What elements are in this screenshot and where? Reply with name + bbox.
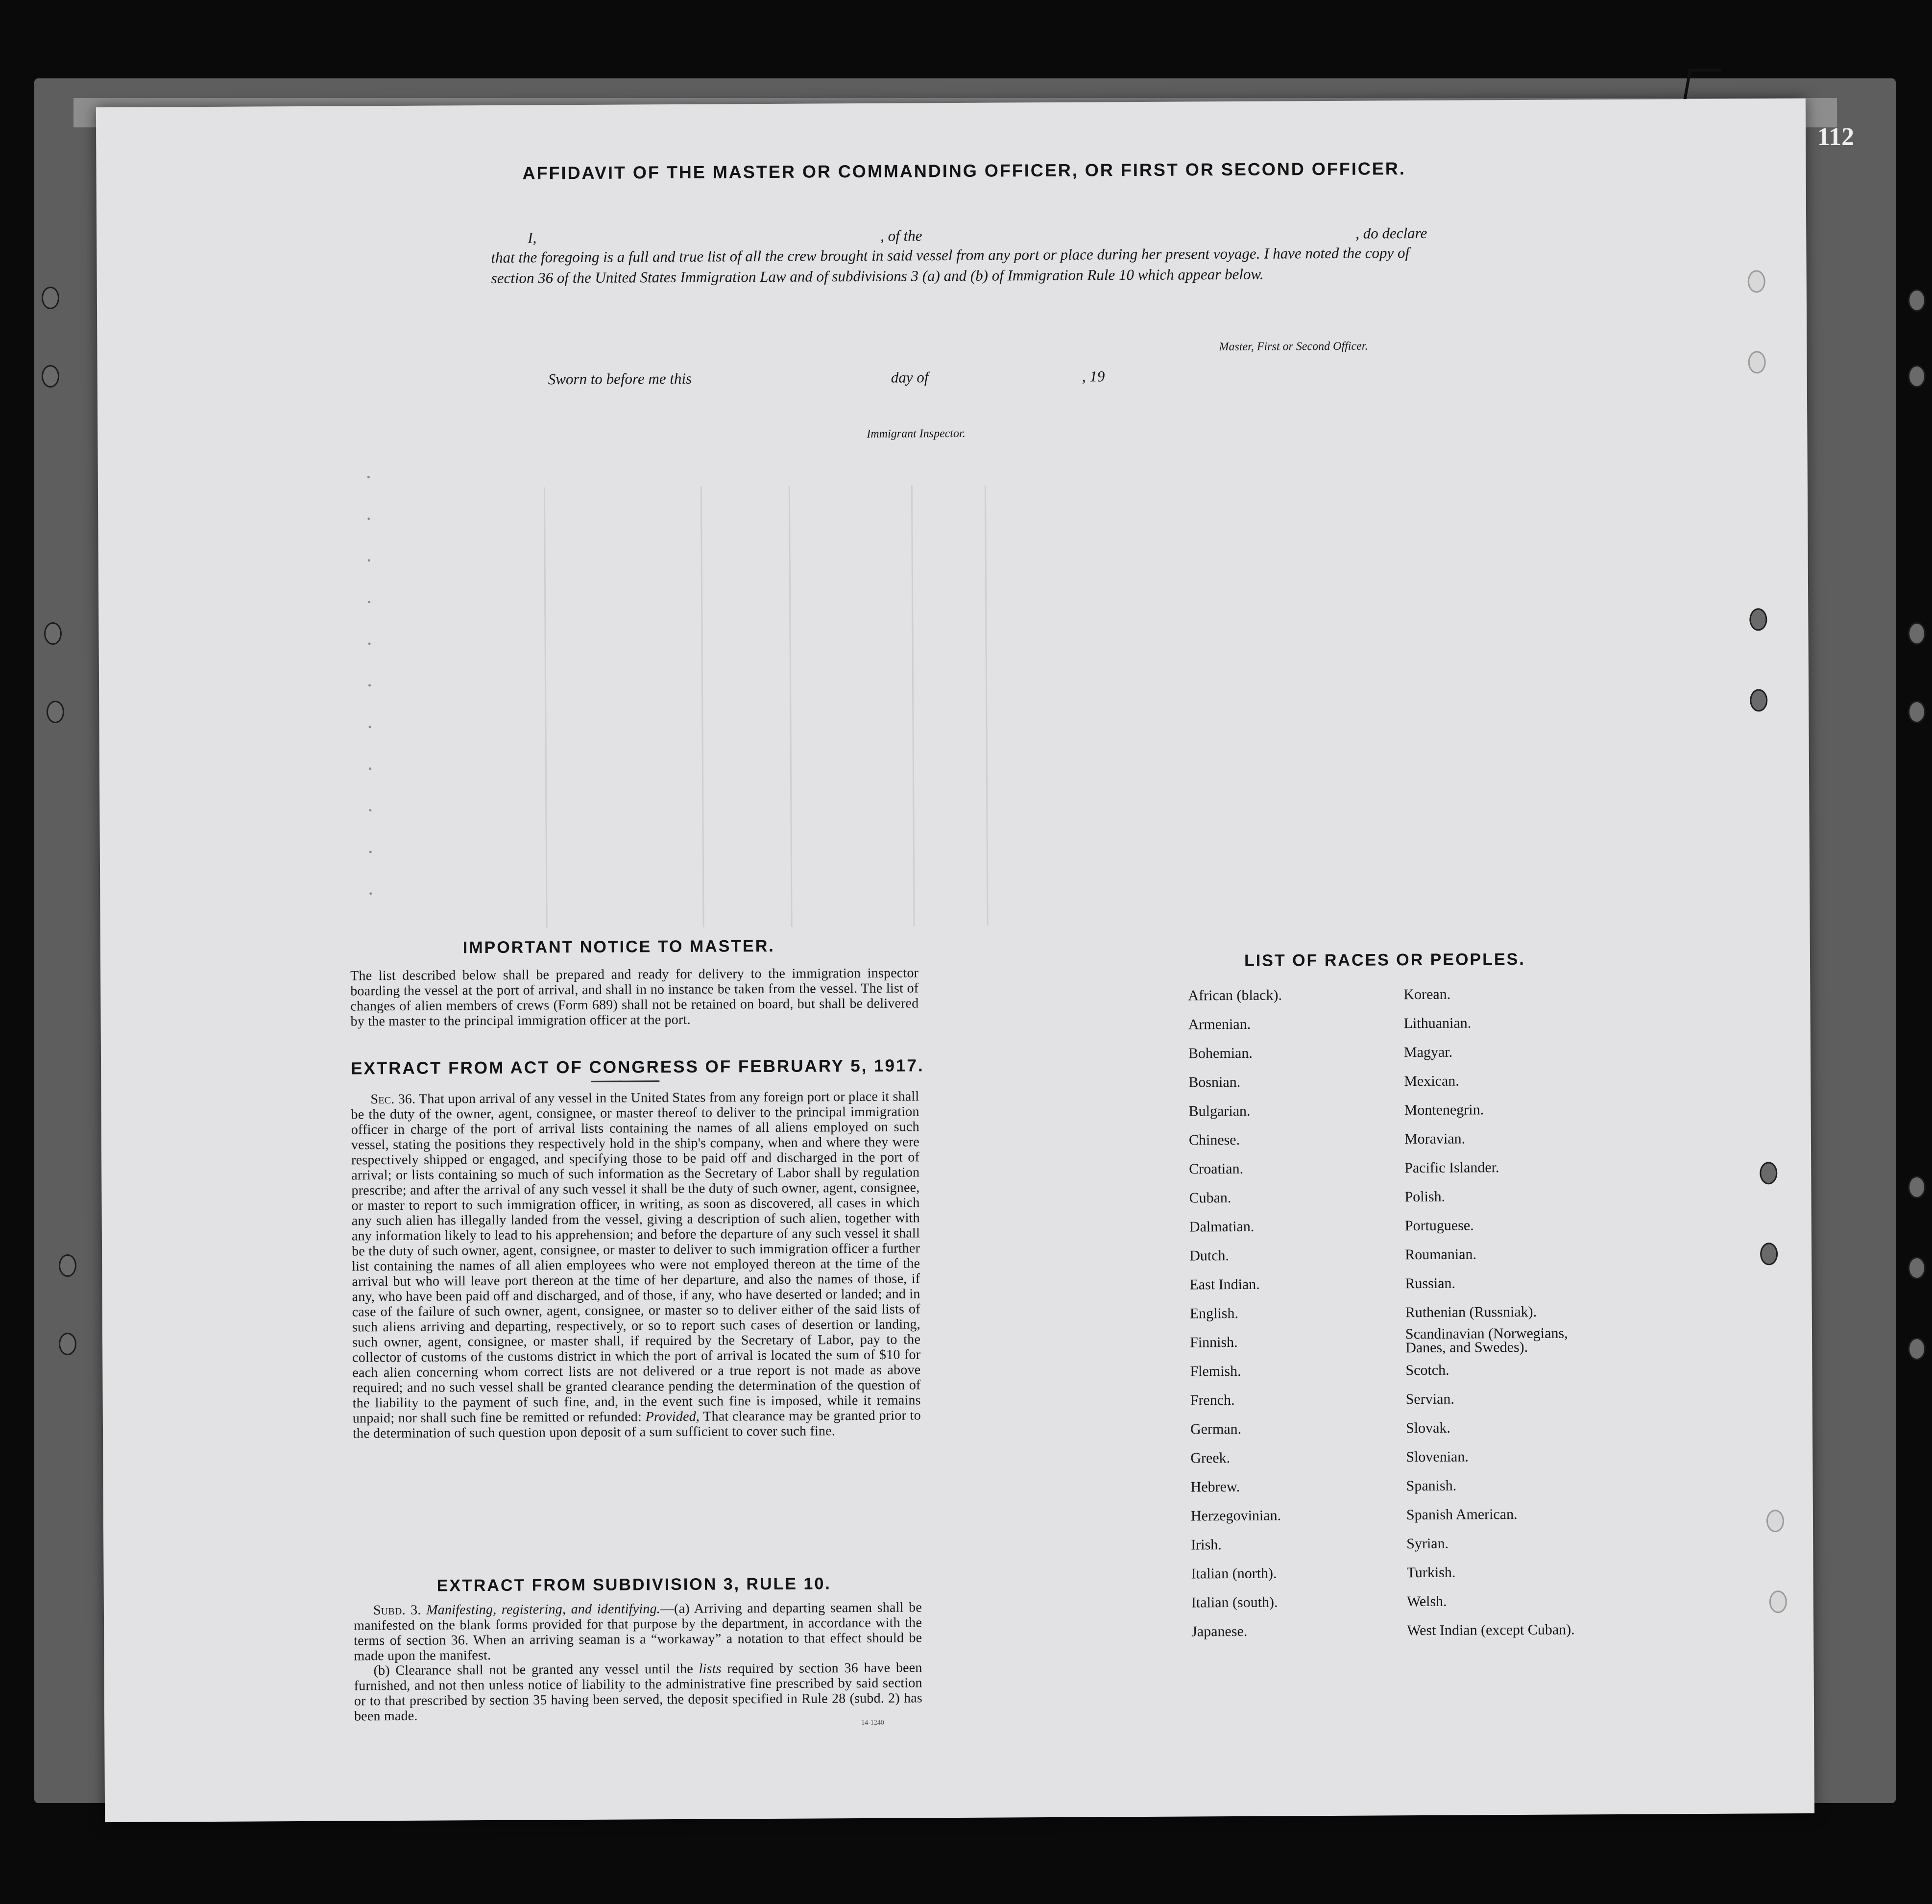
race-item: West Indian (except Cuban). [1407,1621,1575,1639]
race-item: Finnish. [1190,1334,1238,1351]
binder-hole [1908,701,1926,723]
subdivision-a-text [354,1600,922,1663]
margin-dot [367,517,370,520]
punch-hole [1750,689,1767,711]
race-item: Spanish. [1406,1477,1457,1494]
race-item: Magyar. [1403,1044,1453,1061]
binder-hole [44,622,62,645]
page-number: 112 [1817,123,1855,151]
race-item: African (black). [1188,987,1282,1004]
race-item: Spanish American. [1406,1506,1518,1523]
extract-rule-title: EXTRACT FROM SUBDIVISION 3, RULE 10. [436,1574,831,1595]
punch-hole [1748,351,1766,373]
margin-dot [368,684,371,686]
binder-hole [1908,1176,1926,1198]
race-item: Bohemian. [1188,1045,1253,1062]
section-36-text [351,1089,921,1441]
punch-hole [1766,1510,1784,1532]
race-item: Italian (south). [1191,1594,1278,1611]
race-item: Welsh. [1406,1593,1447,1610]
subd-heading: Manifesting, registering, and identifying. [426,1601,661,1618]
declaration-body: that the foregoing is a full and true list of all the crew brought in said vessel from any port or place during her present voyage. I have noted the copy of section 36 of the United States Immigration Law and of subdivisions 3 (a) and (b) of Immigration Rule 10 which appear below. [491,244,1410,287]
notice-text: The list described below shall be prepared and ready for delivery to the immigration inspector boarding the vessel at the port of arrival, and shall in no instance be taken from the vessel. The list of changes of alien members of crews (Form 689) shall not be retained on board, but shall be delivered by the master to the principal immigration officer at the port. [350,965,919,1029]
race-item: Ruthenian (Russniak). [1405,1303,1537,1321]
race-item: Turkish. [1406,1564,1456,1581]
race-item: Polish. [1404,1188,1446,1205]
sec-body: That upon arrival of any vessel in the United States from any foreign port or place it shall be the duty of the owner, agent, consignee, or master thereof to deliver to the principal immigration officer in charge of the port of arrival lists containing the names of all aliens employed on such vessel, stating the positions they respectively hold in the ship's company, when and where they were respectively shipped or engaged, and specifying those to be paid off and discharged in the port of arrival; or lists containing so much of such information as the Secretary of Labor shall by regulation prescribe; and after the arrival of any such vessel it shall be the duty of such owner, agent, consignee, or master to report to such immigration officer, in writing, as soon as discovered, all cases in which any such alien has illegally landed from the vessel, giving a description of such alien, together with any information likely to lead to his apprehension; and before the departure of any such vessel it shall be the duty of such owner, agent, consignee, or master to deliver to such immigration officer a further list containing the names of all alien employees who were not employed thereon at the time of the arrival but who will leave port thereon at the time of her departure, and also the names of those, if any, who have been paid off and discharged, and of those, if any, who have deserted or landed; and in case of the failure of such owner, agent, consignee, or master so to deliver either of the said lists of such aliens arriving and departing, respectively, or so to report such cases of desertion or landing, such owner, agent, consignee, or master shall, if required by the Secretary of Labor, pay to the collector of customs of the customs district in which the port of arrival is located the sum of $10 for each alien concerning whom correct lists are not delivered or a true report is not made as above required; and no such vessel shall be granted clearance pending the determination of the question of the liability to the payment of such fine, and, in the event such fine is imposed, while it remains unpaid; nor shall such fine be remitted or refunded: [351,1089,921,1426]
binder-hole [42,287,59,309]
race-item: Portuguese. [1404,1217,1474,1234]
race-item: Montenegrin. [1404,1101,1484,1119]
faint-column-rule [985,485,989,926]
notice-title: IMPORTANT NOTICE TO MASTER. [462,936,775,957]
sec-body-end: That clearance may be granted prior to the determination of such question upon deposit of a sum sufficient to cover such fine. [352,1408,921,1441]
faint-column-rule [700,487,704,928]
punch-hole [1749,608,1767,631]
race-item: Flemish. [1190,1363,1241,1380]
binder-hole [1908,289,1926,312]
race-item: Croatian. [1189,1160,1244,1177]
races-title: LIST OF RACES OR PEOPLES. [1244,950,1525,970]
race-item: Irish. [1191,1537,1222,1553]
race-item: Russian. [1405,1275,1456,1292]
decl-i: I, [528,229,537,246]
margin-dot [369,892,372,895]
race-item: Herzegovinian. [1190,1507,1281,1524]
race-item: Scotch. [1405,1362,1449,1379]
race-item: Mexican. [1404,1073,1459,1090]
race-item: Armenian. [1188,1016,1251,1033]
subd-a-body: —(a) Arriving and departing seamen shall be manifested on the blank forms provided for that purpose by the department, in accordance with the terms of section 36. When an arriving seaman is a “workaway” a notation to that effect should be made upon the manifest. [354,1600,922,1664]
sec-label: Sec. 36. [370,1091,416,1107]
binder-hole [42,365,59,388]
subd-label: Subd. 3. [373,1602,421,1618]
form-number: 14-1240 [861,1719,884,1727]
margin-dot [367,476,370,478]
race-item: Servian. [1405,1391,1454,1408]
race-item: East Indian. [1189,1276,1260,1293]
race-item: Greek. [1190,1450,1231,1466]
decl-of-the: , of the [880,227,922,244]
race-item: Dutch. [1189,1247,1230,1264]
race-item: Slovak. [1405,1419,1450,1437]
extract-title-underline [591,1080,659,1082]
race-item: Moravian. [1404,1130,1466,1147]
affidavit-title: AFFIDAVIT OF THE MASTER OR COMMANDING OFFICER, OR FIRST OR SECOND OFFICER. [522,158,1406,183]
race-item: Korean. [1403,986,1451,1003]
punch-hole [1748,270,1765,293]
faint-column-rule [544,487,548,928]
subd-b-lists: lists [699,1661,722,1677]
race-item: Cuban. [1189,1190,1232,1206]
margin-dot [368,726,371,728]
race-item: Dalmatian. [1189,1218,1255,1235]
race-item: Bulgarian. [1188,1102,1251,1120]
extract-act-title: EXTRACT FROM ACT OF CONGRESS OF FEBRUARY 5, 1917. [351,1056,924,1078]
provided-label: Provided, [645,1409,700,1425]
master-signature-label: Master, First or Second Officer. [1219,340,1368,354]
race-item: Hebrew. [1190,1478,1240,1495]
margin-dot [369,809,371,811]
race-item: Bosnian. [1188,1074,1241,1091]
race-item: Italian (north). [1191,1565,1277,1582]
decl-do-declare: , do declare [1355,224,1427,242]
binder-hole [59,1333,76,1355]
faint-column-rule [789,486,793,927]
subdivision-b-text [354,1660,922,1724]
sworn-year: , 19 [1082,367,1105,385]
race-item: Syrian. [1406,1535,1449,1552]
punch-hole [1769,1590,1787,1613]
margin-dot [369,767,371,770]
race-item: Lithuanian. [1403,1015,1472,1032]
document-page [96,98,1814,1822]
binder-hole [1908,622,1926,645]
punch-hole [1760,1162,1777,1184]
punch-hole [1760,1243,1778,1265]
race-item: Pacific Islander. [1404,1159,1499,1176]
binder-hole [47,701,64,723]
sworn-day: day of [891,368,929,386]
margin-dot [369,851,372,853]
binder-hole [59,1254,76,1277]
race-item: Roumanian. [1405,1246,1477,1263]
race-item: Japanese. [1191,1623,1248,1640]
margin-dot [368,559,370,561]
margin-dot [368,601,370,603]
race-item: Chinese. [1188,1131,1240,1148]
inspector-label: Immigrant Inspector. [867,427,966,440]
race-item: German. [1190,1420,1242,1438]
race-item: Scandinavian (Norwegians, Danes, and Swedes). [1405,1325,1568,1356]
race-item: English. [1189,1305,1239,1322]
race-item: French. [1190,1392,1235,1409]
sworn-text: Sworn to before me this [548,369,692,388]
binder-hole [1908,365,1926,388]
binder-hole [1908,1257,1926,1279]
sworn-line [548,367,1234,388]
subd-b-end: required by section 36 have been furnished, and not then unless notice of liability to the administrative fine prescribed by said section or to that prescribed by section 35 having been served, the deposit specified in Rule 28 (subd. 2) has been made. [354,1660,922,1724]
margin-dot [368,642,371,645]
race-item: Slovenian. [1406,1448,1469,1465]
subd-b-start: (b) Clearance shall not be granted any vessel until the [373,1661,694,1679]
binder-hole [1908,1338,1926,1360]
faint-column-rule [911,485,915,926]
